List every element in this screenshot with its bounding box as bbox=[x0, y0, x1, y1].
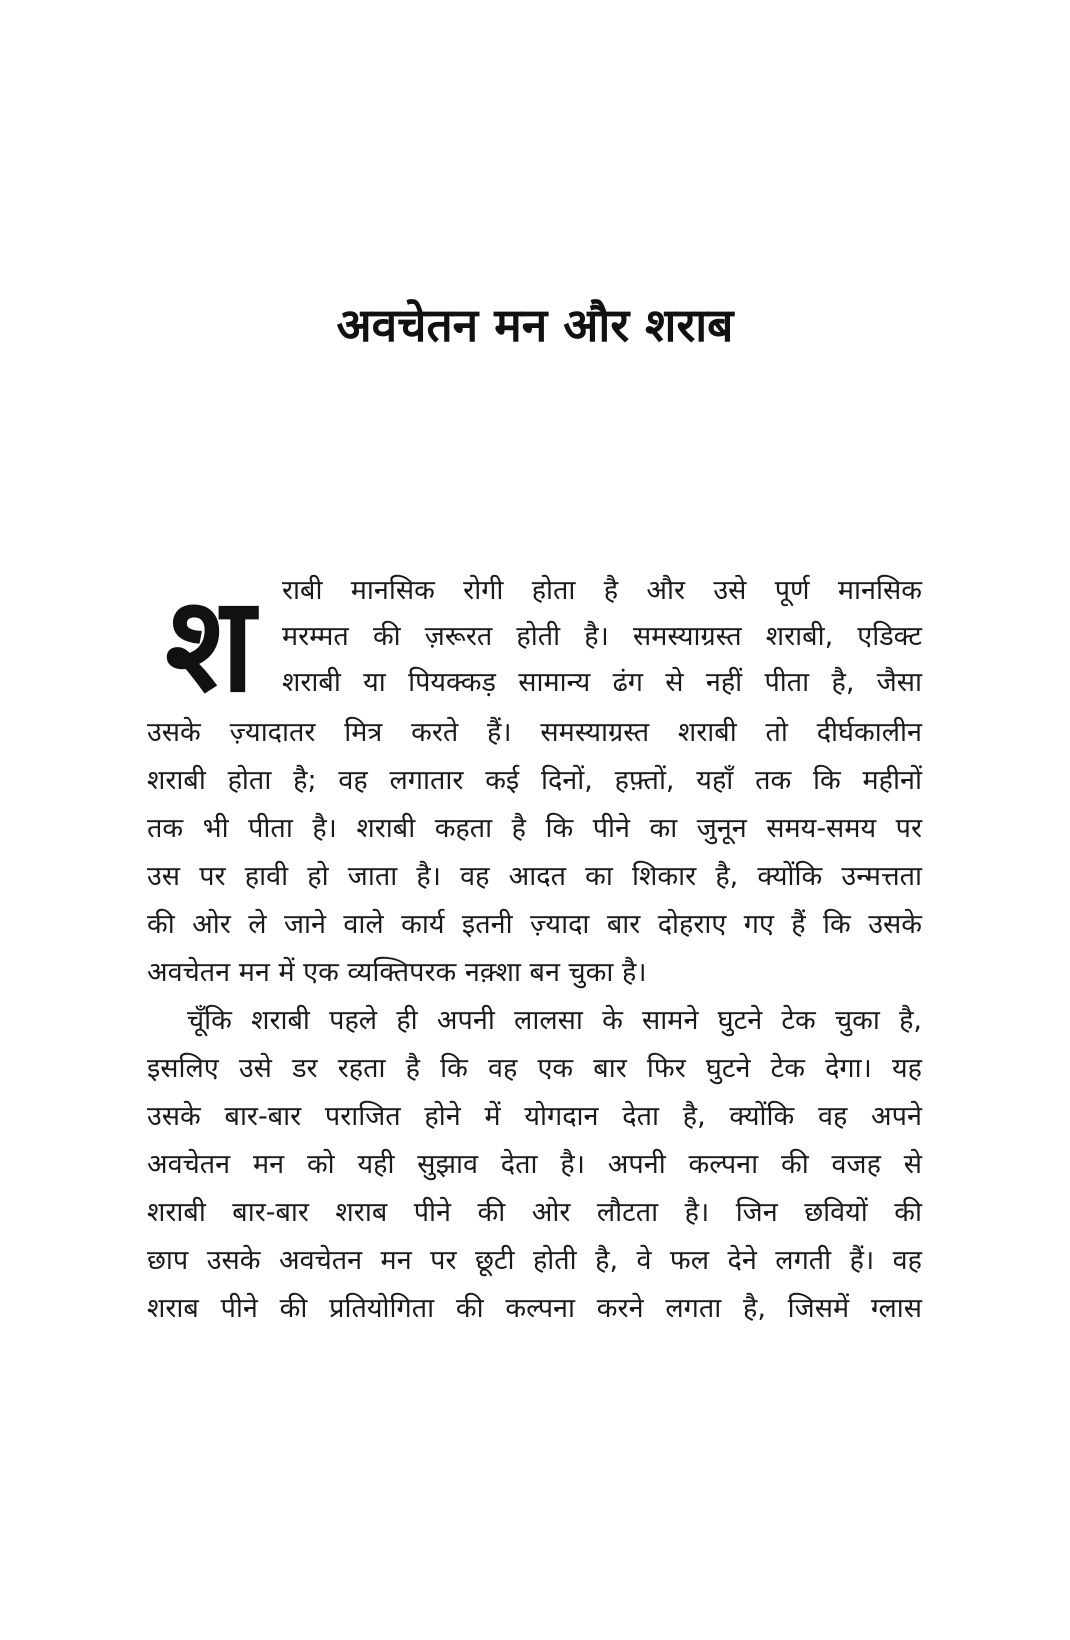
text-line: शराबी बार-बार शराब पीने की ओर लौटता है। जिन छवियों की bbox=[147, 1197, 922, 1228]
text-line: तक भी पीता है। शराबी कहता है कि पीने का जुनून समय-समय पर bbox=[147, 813, 922, 844]
drop-cap: श bbox=[165, 568, 255, 722]
text-line: चूँकि शराबी पहले ही अपनी लालसा के सामने घुटने टेक चुका है, bbox=[187, 1005, 922, 1036]
chapter-title: अवचेतन मन और शराब bbox=[336, 298, 734, 352]
text-line: शराब पीने की प्रतियोगिता की कल्पना करने लगता है, जिसमें ग्लास bbox=[147, 1293, 922, 1324]
text-line: अवचेतन मन को यही सुझाव देता है। अपनी कल्पना की वजह से bbox=[147, 1149, 922, 1180]
text-line: शराबी होता है; वह लगातार कई दिनों, हफ़्तों, यहाँ तक कि महीनों bbox=[147, 765, 922, 796]
text-line: अवचेतन मन में एक व्यक्तिपरक नक़्शा बन चुका है। bbox=[147, 957, 647, 988]
text-line: उस पर हावी हो जाता है। वह आदत का शिकार है, क्योंकि उन्मत्तता bbox=[147, 861, 922, 892]
text-line: उसके ज़्यादातर मित्र करते हैं। समस्याग्रस्त शराबी तो दीर्घकालीन bbox=[147, 717, 922, 748]
text-line: इसलिए उसे डर रहता है कि वह एक बार फिर घुटने टेक देगा। यह bbox=[147, 1053, 922, 1084]
text-line: राबी मानसिक रोगी होता है और उसे पूर्ण मानसिक bbox=[282, 575, 922, 606]
text-line: उसके बार-बार पराजित होने में योगदान देता है, क्योंकि वह अपने bbox=[147, 1101, 922, 1132]
text-line: की ओर ले जाने वाले कार्य इतनी ज़्यादा बार दोहराए गए हैं कि उसके bbox=[147, 909, 922, 940]
text-line: छाप उसके अवचेतन मन पर छूटी होती है, वे फल देने लगती हैं। वह bbox=[147, 1245, 922, 1276]
text-line: मरम्मत की ज़रूरत होती है। समस्याग्रस्त शराबी, एडिक्ट bbox=[282, 621, 922, 652]
text-line: शराबी या पियक्कड़ सामान्य ढंग से नहीं पीता है, जैसा bbox=[282, 667, 922, 698]
